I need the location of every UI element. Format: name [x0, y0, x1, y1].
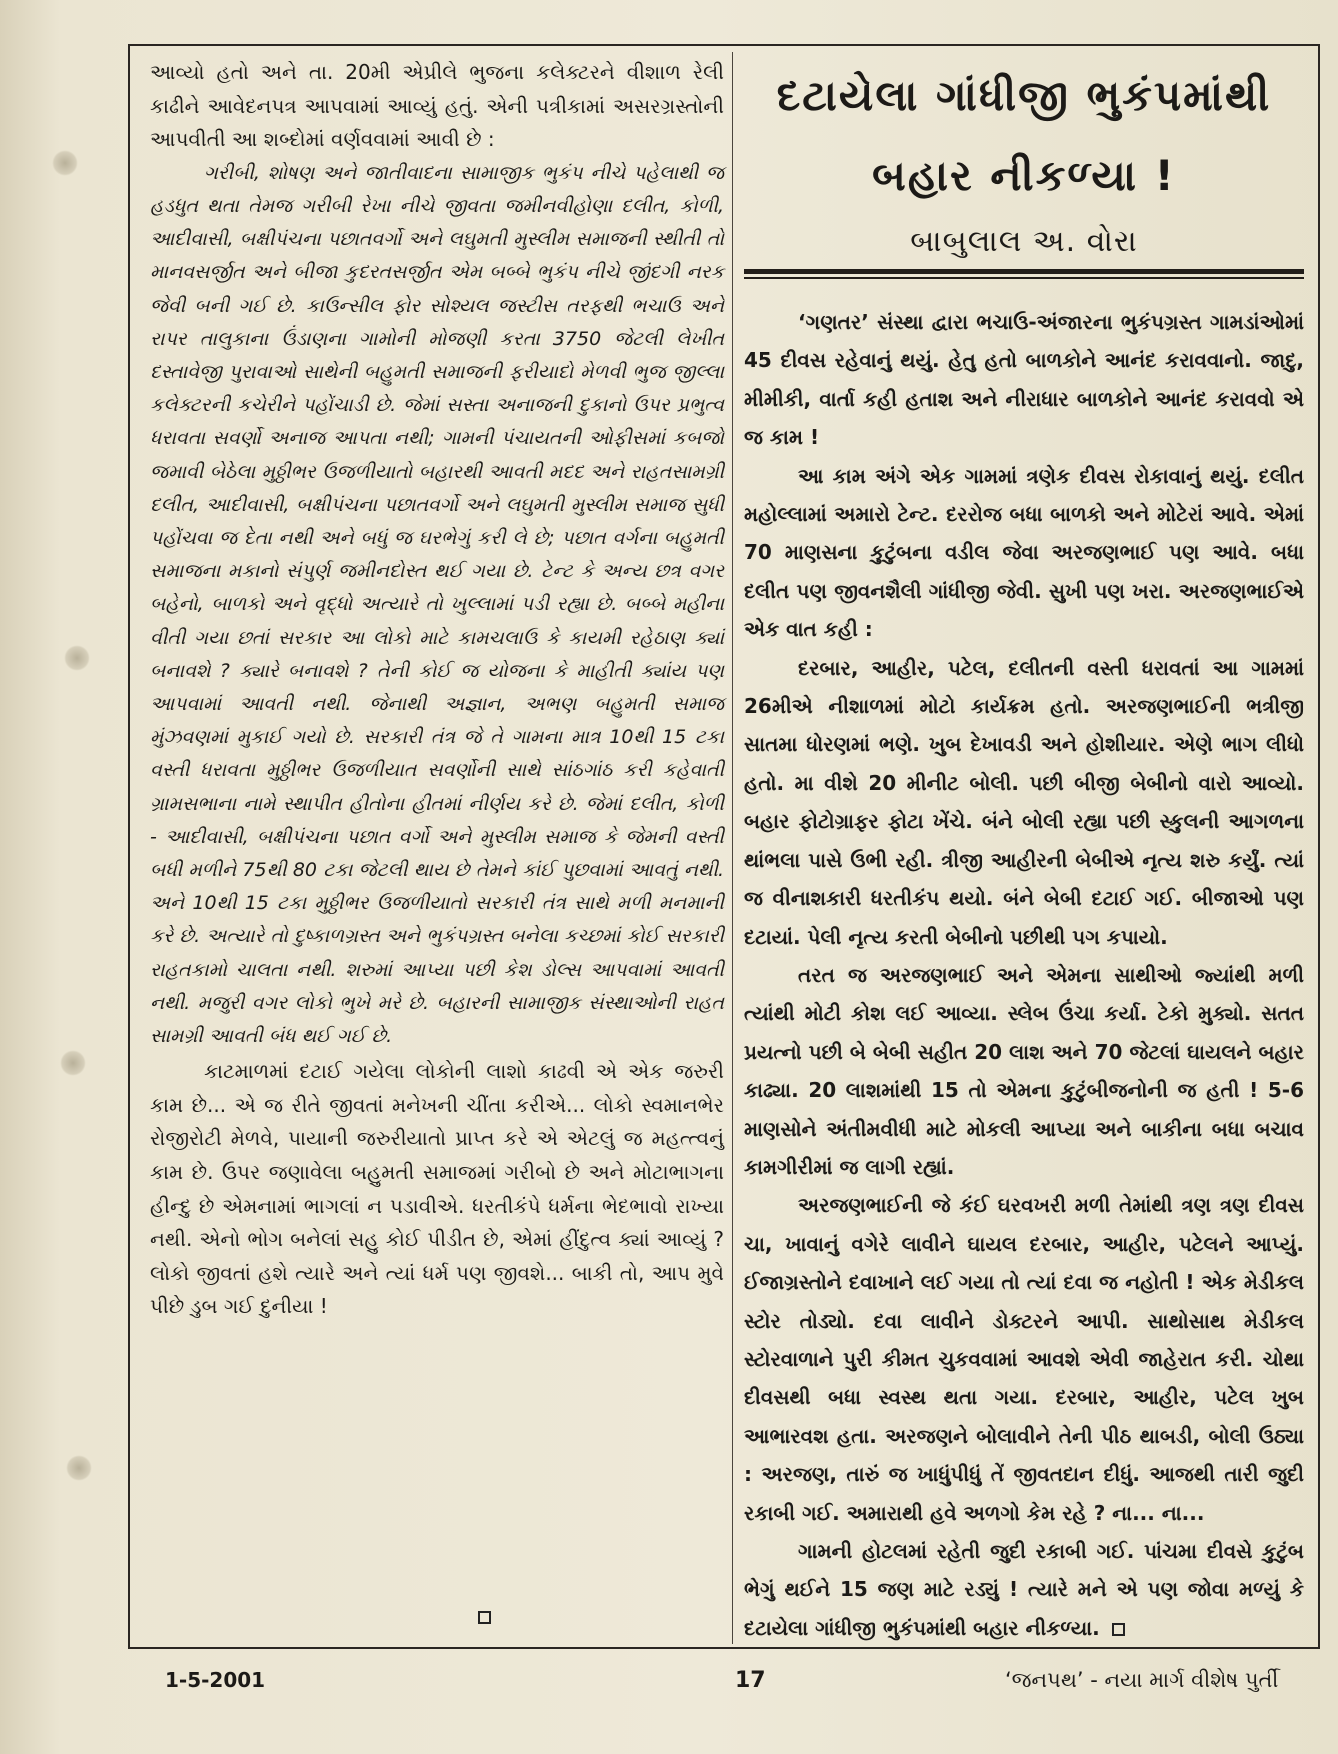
title-rule-thin: [744, 277, 1304, 279]
title-rule-thick: [744, 269, 1304, 274]
author-byline: બાબુલાલ અ. વોરા: [910, 224, 1138, 259]
final-text: ગામની હોટલમાં રહેતી જુદી રકાબી ગઈ. પાંચમા દીવસે કુટુંબ ભેગું થઈને 15 જણ માટે રડ્યું ! ત્યારે મને એ પણ જોવા મળ્યું કે દટાયેલા ગાંધીજી ભુકંપમાંથી બહાર નીકળ્યા.: [744, 1539, 1304, 1640]
story-paragraph-final: [744, 1532, 1304, 1647]
title-line-2: બહાર નીકળ્યા !: [872, 151, 1176, 200]
story-paragraph: આ કામ અંગે એક ગામમાં ત્રણેક દીવસ રોકાવાનું થયું. દલીત મહોલ્લામાં અમારો ટેન્ટ. દરરોજ બધા બાળકો અને મોટેરાં આવે. એમાં 70 માણસના કુટુંબના વડીલ જેવા અરજણભાઈ પણ આવે. બધા દલીત પણ જીવનશૈલી ગાંધીજી જેવી. સુખી પણ ખરા. અરજણભાઈએ એક વાત કહી :: [744, 463, 1304, 642]
intro-paragraph: આવ્યો હતો અને તા. 20મી એપ્રીલે ભુજના કલેક્ટરને વીશાળ રેલી કાઢીને આવેદનપત્ર આપવામાં આવ્યું હતું. એની પત્રીકામાં અસરગ્રસ્તોની આપવીતી આ શબ્દોમાં વર્ણવવામાં આવી છે :: [150, 60, 724, 152]
right-column: [744, 56, 1304, 1647]
binding-hole: [52, 150, 78, 176]
end-mark-icon: [1112, 1623, 1125, 1636]
story-paragraph: દરબાર, આહીર, પટેલ, દલીતની વસ્તી ધરાવતાં આ ગામમાં 26મીએ નીશાળમાં મોટો કાર્યક્રમ હતો. અરજણભાઈની ભત્રીજી સાતમા ધોરણમાં ભણે. ખુબ દેખાવડી અને હોશીયાર. એણે ભાગ લીધો હતો. મા વીશે 20 મીનીટ બોલી. પછી બીજી બેબીનો વારો આવ્યો. બહાર ફોટોગ્રાફર ફોટા ખેંચે. બંને બોલી રહ્યા પછી સ્કુલની આગળના થાંભલા પાસે ઉભી રહી. ત્રીજી આહીરની બેબીએ નૃત્ય શરુ કર્યું. ત્યાં જ વીનાશકારી ધરતીકંપ થયો. બંને બેબી દટાઈ ગઈ. બીજાઓ પણ દટાયાં. પેલી નૃત્ય કરતી બેબીનો પછીથી પગ કપાયો.: [744, 655, 1304, 949]
story-paragraph: તરત જ અરજણભાઈ અને એમના સાથીઓ જ્યાંથી મળી ત્યાંથી મોટી કોશ લઈ આવ્યા. સ્લેબ ઉંચા કર્યા. ટેકો મુક્યો. સતત પ્રયત્નો પછી બે બેબી સહીત 20 લાશ અને 70 જેટલાં ઘાયલને બહાર કાઢ્યા. 20 લાશમાંથી 15 તો એમના કુટુંબીજનોની જ હતી ! 5-6 માણસોને અંતીમવીધી માટે મોકલી આપ્યા અને બાકીના બધા બચાવ કામગીરીમાં જ લાગી રહ્યાં.: [744, 962, 1304, 1179]
story-paragraph: અરજણભાઈની જે કંઈ ઘરવખરી મળી તેમાંથી ત્રણ ત્રણ દીવસ ચા, ખાવાનું વગેરે લાવીને ઘાયલ દરબાર, આહીર, પટેલને આપ્યું. ઈજાગ્રસ્તોને દવાખાને લઈ ગયા તો ત્યાં દવા જ નહોતી ! એક મેડીકલ સ્ટોર તોડ્યો. દવા લાવીને ડોક્ટરને આપી. સાથોસાથ મેડીકલ સ્ટોરવાળાને પુરી કીમત ચુકવવામાં આવશે એવી જાહેરાત કરી. ચોથા દીવસથી બધા સ્વસ્થ થતા ગયા. દરબાર, આહીર, પટેલ ખુબ આભારવશ હતા. અરજણને બોલાવીને તેની પીઠ થાબડી, બોલી ઉઠ્યા : અરજણ, તારું જ ખાધુંપીધું તેં જીવતદાન દીધું. આજથી તારી જુદી રકાબી ગઈ. અમારાથી હવે અળગો કેમ રહે ? ના... ના...: [744, 1193, 1304, 1525]
quoted-paragraph: ગરીબી, શોષણ અને જાતીવાદના સામાજીક ભુકંપ નીચે પહેલાથી જ હડધુત થતા તેમજ ગરીબી રેખા નીચે જીવતા જમીનવીહોણા દલીત, કોળી, આદીવાસી, બક્ષીપંચના પછાતવર્ગો અને લઘુમતી મુસ્લીમ સમાજની સ્થીતી તો માનવસર્જીત અને બીજા કુદરતસર્જીત એમ બબ્બે ભુકંપ નીચે જીંદગી નરક જેવી બની ગઈ છે. કાઉન્સીલ ફોર સોશ્યલ જસ્ટીસ તરફથી ભચાઉ અને રાપર તાલુકાના ઉંડાણના ગામોની મોજણી કરતા 3750 જેટલી લેખીત દસ્તાવેજી પુરાવાઓ સાથેની બહુમતી સમાજની ફરીયાદો મેળવી ભુજ જીલ્લા કલેક્ટરની કચેરીને પહોંચાડી છે. જેમાં સસ્તા અનાજની દુકાનો ઉપર પ્રભુત્વ ધરાવતા સવર્ણો અનાજ આપતા નથી; ગામની પંચાયતની ઓફીસમાં કબજો જમાવી બેઠેલા મુઠ્ઠીભર ઉજળીયાતો બહારથી આવતી મદદ અને રાહતસામગ્રી દલીત, આદીવાસી, બક્ષીપંચના પછાતવર્ગો અને લઘુમતી મુસ્લીમ સમાજ સુધી પહોંચવા જ દેતા નથી અને બધું જ ઘરભેગું કરી લે છે; પછાત વર્ગના બહુમતી સમાજના મકાનો સંપુર્ણ જમીનદોસ્ત થઈ ગયા છે. ટેન્ટ કે અન્ય છત્ર વગર બહેનો, બાળકો અને વૃદ્ધો અત્યારે તો ખુલ્લામાં પડી રહ્યા છે. બબ્બે મહીના વીતી ગયા છતાં સરકાર આ લોકો માટે કામચલાઉ કે કાયમી રહેઠાણ ક્યાં બનાવશે ? ક્યારે બનાવશે ? તેની કોઈ જ યોજના કે માહીતી ક્યાંય પણ આપવામાં આવતી નથી. જેનાથી અજ્ઞાન, અભણ બહુમતી સમાજ મુંઝવણમાં મુકાઈ ગયો છે. સરકારી તંત્ર જે તે ગામના માત્ર 10થી 15 ટકા વસ્તી ધરાવતા મુઠ્ઠીભર ઉજળીયાત સવર્ણોની સાથે સાંઠગાંઠ કરી કહેવાતી ગ્રામસભાના નામે સ્થાપીત હીતોના હીતમાં નીર્ણય કરે છે. જેમાં દલીત, કોળી - આદીવાસી, બક્ષીપંચના પછાત વર્ગો અને મુસ્લીમ સમાજ કે જેમની વસ્તી બધી મળીને 75થી 80 ટકા જેટલી થાય છે તેમને કાંઈ પુછવામાં આવતું નથી. અને 10થી 15 ટકા મુઠ્ઠીભર ઉજળીયાતો સરકારી તંત્ર સાથે મળી મનમાની કરે છે. અત્યારે તો દુષ્કાળગ્રસ્ત અને ભુકંપગ્રસ્ત બનેલા કચ્છમાં કોઈ સરકારી રાહતકામો ચાલતા નથી. શરુમાં આપ્યા પછી કેશ ડોલ્સ આપવામાં આવતી નથી. મજુરી વગર લોકો ભુખે મરે છે. બહારની સામાજીક સંસ્થાઓની રાહત સામગ્રી આવતી બંધ થઈ ગઈ છે.: [150, 161, 724, 1048]
page-number: 17: [735, 1668, 766, 1693]
story-paragraph: ‘ગણતર’ સંસ્થા દ્વારા ભચાઉ-અંજારના ભુકંપગ્રસ્ત ગામડાંઓમાં 45 દીવસ રહેવાનું થયું. હેતુ હતો બાળકોને આનંદ કરાવવાનો. જાદુ, મીમીકી, વાર્તા કહી હતાશ અને નીરાધાર બાળકોને આનંદ કરાવવો એ જ કામ !: [744, 310, 1304, 450]
title-line-1: દટાયેલા ગાંધીજી ભુકંપમાંથી: [776, 71, 1272, 120]
binding-hole: [60, 1050, 86, 1076]
magazine-name: ‘જનપથ’ - નયા માર્ગ વીશેષ પુર્તી: [1005, 1668, 1279, 1692]
binding-hole: [66, 1455, 92, 1481]
end-mark-icon: [478, 1611, 491, 1624]
article-title: [744, 56, 1304, 216]
binding-hole: [64, 645, 90, 671]
column-divider: [732, 52, 733, 1644]
left-column: [150, 56, 724, 1324]
closing-paragraph: કાટમાળમાં દટાઈ ગયેલા લોકોની લાશો કાઢવી એ એક જરુરી કામ છે... એ જ રીતે જીવતાં મનેખની ચીંતા કરીએ... લોકો સ્વમાનભેર રોજીરોટી મેળવે, પાયાની જરુરીયાતો પ્રાપ્ત કરે એ એટલું જ મહત્ત્વનું કામ છે. ઉપર જણાવેલા બહુમતી સમાજમાં ગરીબો છે અને મોટાભાગના હીન્દુ છે એમનામાં ભાગલાં ન પડાવીએ. ધરતીકંપે ધર્મના ભેદભાવો રાખ્યા નથી. એનો ભોગ બનેલાં સહુ કોઈ પીડીત છે, એમાં હીંદુત્વ ક્યાં આવ્યું ? લોકો જીવતાં હશે ત્યારે અને ત્યાં ધર્મ પણ જીવશે... બાકી તો, આપ મુવે પીછે ડુબ ગઈ દુનીયા !: [150, 1059, 724, 1319]
issue-date: 1-5-2001: [165, 1668, 266, 1692]
